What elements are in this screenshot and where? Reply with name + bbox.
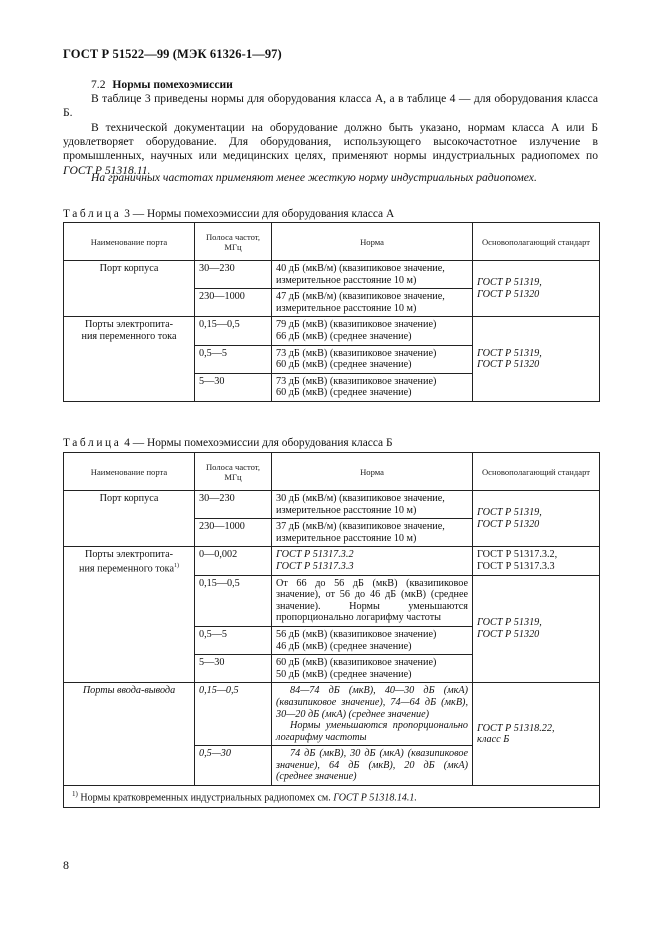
standard-line: ГОСТ Р 51320 <box>477 288 540 300</box>
norm-cell <box>272 547 473 575</box>
freq-band: 230—1000 <box>195 289 272 317</box>
norm-line: 60 дБ (мкВ) (квазипиковое значение) <box>276 657 437 669</box>
table3-caption <box>63 208 394 220</box>
table-footnote <box>64 786 600 808</box>
table3-header-port: Наименование порта <box>64 223 195 261</box>
table4-header-port: Наименование порта <box>64 453 195 491</box>
port-name <box>64 547 195 683</box>
table3-header-norm: Норма <box>272 223 473 261</box>
freq-band: 0,15—0,5 <box>195 683 272 746</box>
standard-cell <box>473 575 600 683</box>
standard-line: ГОСТ Р 51319, <box>477 507 542 519</box>
norm-cell <box>272 491 473 519</box>
freq-band: 30—230 <box>195 261 272 289</box>
standard-cell <box>473 261 600 317</box>
table3-header-freq: Полоса частот, МГц <box>195 223 272 261</box>
port-name: Порт корпуса <box>64 491 195 547</box>
table4-header-freq: Полоса частот, МГц <box>195 453 272 491</box>
table3-caption-text: 3 — Нормы помехоэмиссии для оборудования класса А <box>121 208 395 220</box>
standard-line: ГОСТ Р 51319, <box>477 347 542 359</box>
standard-cell <box>473 683 600 786</box>
norm-line: измерительное расстояние 10 м) <box>276 532 417 544</box>
footnote-marker: 1) <box>174 562 179 569</box>
table3 <box>63 222 600 402</box>
table4 <box>63 452 600 808</box>
freq-band: 0,5—5 <box>195 626 272 654</box>
standard-line: ГОСТ Р 51320 <box>477 518 540 530</box>
standard-line: ГОСТ Р 51319, <box>477 277 542 289</box>
norm-line: 37 дБ (мкВ/м) (квазипиковое значение, <box>276 521 445 533</box>
section-heading <box>91 78 233 91</box>
standard-cell <box>473 491 600 547</box>
norm-text: 84—74 дБ (мкВ), 40—30 дБ (мкА) (квазипиковое значение), 74—64 дБ (мкВ), 30—20 дБ (мкА) (среднее значение) <box>276 685 468 720</box>
freq-band: 0,5—30 <box>195 746 272 786</box>
norm-cell <box>272 373 473 401</box>
standard-line: ГОСТ Р 51318.22, <box>477 722 555 734</box>
norm-cell: От 66 до 56 дБ (мкВ) (квазипиковое значение), от 56 до 46 дБ (мкВ) (среднее значение). Нормы уменьшаются пропорционально логарифму частоты <box>272 575 473 626</box>
norm-cell <box>272 746 473 786</box>
standard-line: ГОСТ Р 51317.3.3 <box>477 560 555 572</box>
standard-line: ГОСТ Р 51317.3.2, <box>477 549 558 561</box>
norm-line: 66 дБ (мкВ) (среднее значение) <box>276 330 412 342</box>
norm-line: 56 дБ (мкВ) (квазипиковое значение) <box>276 628 437 640</box>
table-footnote-row <box>64 786 600 808</box>
table3-caption-label: Таблица <box>63 208 122 220</box>
standard-cell <box>473 547 600 575</box>
norm-cell <box>272 345 473 373</box>
table-row <box>64 491 600 519</box>
norm-cell <box>272 655 473 683</box>
port-name: Порт корпуса <box>64 261 195 317</box>
paragraph-1: В таблице 3 приведены нормы для оборудования класса А, а в таблице 4 — для оборудования класса Б. <box>63 92 598 120</box>
norm-cell <box>272 626 473 654</box>
table4-header-std: Основополагающий стандарт <box>473 453 600 491</box>
table-row <box>64 683 600 746</box>
port-name-text: ния переменного тока <box>79 563 174 575</box>
freq-band: 0,15—0,5 <box>195 317 272 345</box>
norm-line: 60 дБ (мкВ) (среднее значение) <box>276 387 412 399</box>
table-row <box>64 547 600 575</box>
freq-band: 30—230 <box>195 491 272 519</box>
section-number: 7.2 <box>91 78 106 91</box>
norm-line: 73 дБ (мкВ) (квазипиковое значение) <box>276 375 437 387</box>
norm-cell <box>272 289 473 317</box>
norm-line: 46 дБ (мкВ) (среднее значение) <box>276 640 412 652</box>
norm-line: ГОСТ Р 51317.3.2 <box>276 549 354 561</box>
table4-caption <box>63 437 392 449</box>
norm-line: измерительное расстояние 10 м) <box>276 504 417 516</box>
norm-text: Нормы уменьшаются пропорционально логарифму частоты <box>276 720 468 743</box>
port-name-line <box>68 561 190 575</box>
freq-band: 0,5—5 <box>195 345 272 373</box>
freq-band: 5—30 <box>195 373 272 401</box>
norm-line: измерительное расстояние 10 м) <box>276 302 417 314</box>
norm-line: 73 дБ (мкВ) (квазипиковое значение) <box>276 347 437 359</box>
norm-cell <box>272 519 473 547</box>
norm-line: 40 дБ (мкВ/м) (квазипиковое значение, <box>276 263 445 274</box>
freq-band: 0—0,002 <box>195 547 272 575</box>
paragraph-3: На граничных частотах применяют менее жесткую норму индустриальных радиопомех. <box>91 171 537 184</box>
norm-cell <box>272 317 473 345</box>
standard-line: ГОСТ Р 51320 <box>477 628 540 640</box>
footnote-text: Нормы кратковременных индустриальных радиопомех см. <box>77 792 334 804</box>
norm-line: измерительное расстояние 10 м) <box>276 274 417 286</box>
footnote-ref: ГОСТ Р 51318.14.1. <box>333 792 417 804</box>
norm-line: 30 дБ (мкВ/м) (квазипиковое значение, <box>276 493 445 504</box>
port-name: Порты ввода-вывода <box>64 683 195 786</box>
port-name <box>64 317 195 402</box>
port-name-line: Порты электропита- <box>84 549 174 561</box>
port-name-line: ния переменного тока <box>81 330 177 342</box>
norm-line: 60 дБ (мкВ) (среднее значение) <box>276 359 412 371</box>
footnote-marker: 1) <box>72 790 78 799</box>
port-name-line: Порты электропита- <box>84 319 174 331</box>
freq-band: 5—30 <box>195 655 272 683</box>
standard-line: класс Б <box>477 734 510 746</box>
norm-line: 79 дБ (мкВ) (квазипиковое значение) <box>276 319 437 331</box>
norm-line: 50 дБ (мкВ) (среднее значение) <box>276 668 412 680</box>
standard-cell <box>473 317 600 402</box>
standard-line: ГОСТ Р 51320 <box>477 359 540 371</box>
norm-line: ГОСТ Р 51317.3.3 <box>276 560 354 572</box>
section-title: Нормы помехоэмиссии <box>112 78 233 91</box>
norm-cell <box>272 261 473 289</box>
norm-text: 74 дБ (мкВ), 30 дБ (мкА) (квазипиковое значение), 64 дБ (мкВ), 20 дБ (мкА) (среднее значение) <box>276 748 468 783</box>
norm-line: 47 дБ (мкВ/м) (квазипиковое значение, <box>276 291 445 303</box>
page-number: 8 <box>63 858 69 872</box>
document-header: ГОСТ Р 51522—99 (МЭК 61326-1—97) <box>63 47 282 61</box>
freq-band: 0,15—0,5 <box>195 575 272 626</box>
table4-caption-text: 4 — Нормы помехоэмиссии для оборудования класса Б <box>121 437 393 449</box>
table-row <box>64 261 600 289</box>
norm-cell <box>272 683 473 746</box>
table4-caption-label: Таблица <box>63 437 122 449</box>
table3-header-std: Основополагающий стандарт <box>473 223 600 261</box>
paragraph-2 <box>63 121 598 178</box>
paragraph-2-text: В технической документации на оборудование должно быть указано, нормам класса А или Б удовлетворяет оборудование. Для оборудования, использующего высокочастотное излучение в промышленных, научных или медицинских целях, применяют нормы индустриальных радиопомех по <box>63 121 598 163</box>
table4-header-norm: Норма <box>272 453 473 491</box>
freq-band: 230—1000 <box>195 519 272 547</box>
standard-line: ГОСТ Р 51319, <box>477 617 542 629</box>
paragraph-2-ref: ГОСТ Р 51318.11. <box>63 163 151 177</box>
table-row <box>64 317 600 345</box>
